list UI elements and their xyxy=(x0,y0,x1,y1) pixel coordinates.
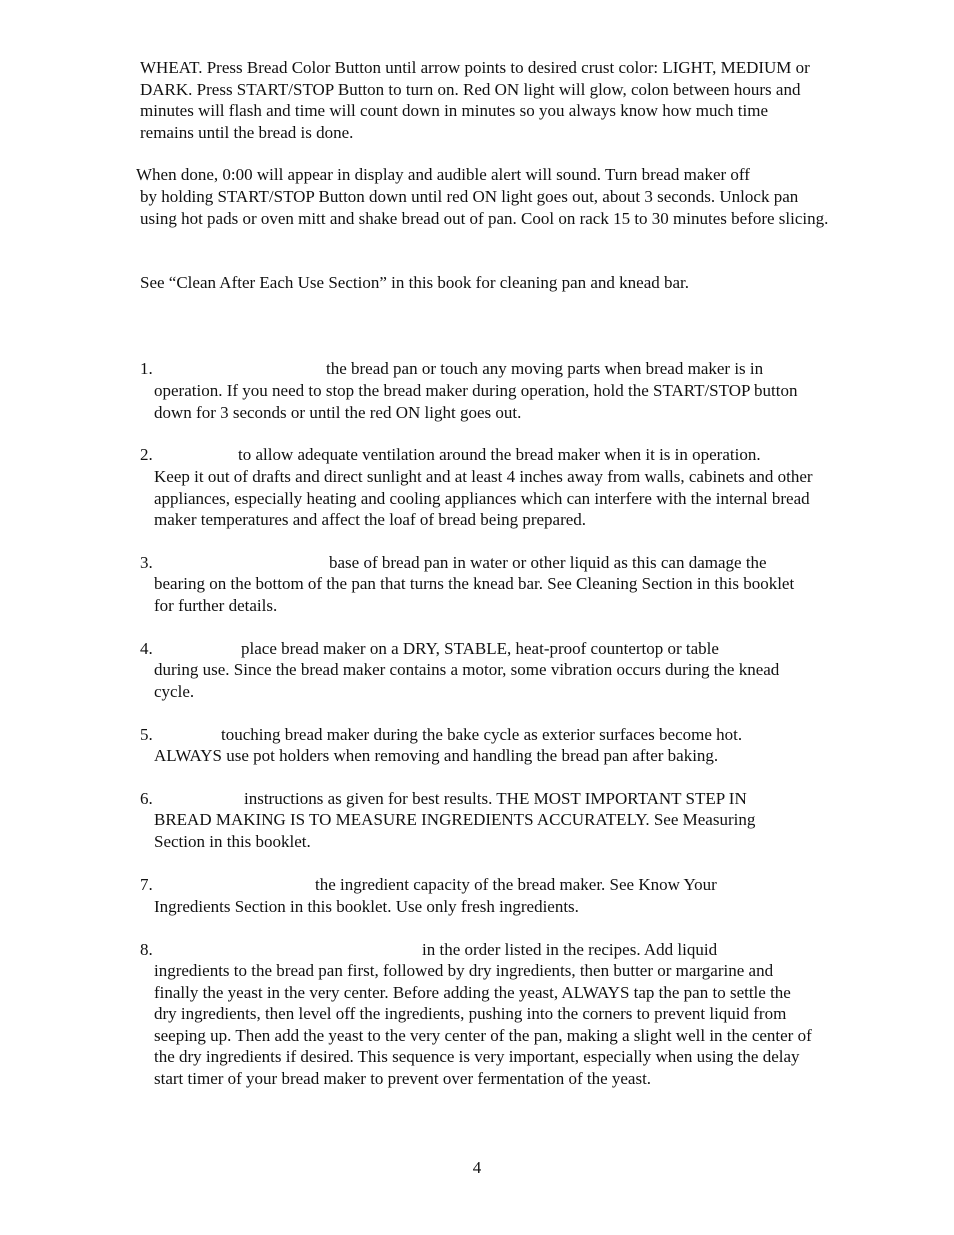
item-first-line: base of bread pan in water or other liquid as this can damage the xyxy=(329,553,767,572)
item-continuation: BREAD MAKING IS TO MEASURE INGREDIENTS ACCURATELY. See Measuring Section in this booklet. xyxy=(154,810,756,851)
item-number: 8. xyxy=(140,940,153,959)
item-continuation: during use. Since the bread maker contains a motor, some vibration occurs during the knead cycle. xyxy=(154,660,780,701)
item-number: 6. xyxy=(140,789,153,808)
intro-paragraph-1: WHEAT. Press Bread Color Button until arrow points to desired crust color: LIGHT, MEDIUM or DARK. Press START/STOP Button to turn on. Red ON light will glow, colon between hours and minutes will flash and time will count down in minutes so you always know how much time remains until the bread is done. xyxy=(140,58,810,142)
item-first-line: to allow adequate ventilation around the bread maker when it is in operation. xyxy=(238,445,761,464)
item-first-line: in the order listed in the recipes. Add liquid xyxy=(422,940,718,959)
item-continuation: ALWAYS use pot holders when removing and handling the bread pan after baking. xyxy=(154,746,719,765)
item-number: 4. xyxy=(140,639,153,658)
item-first-line: the ingredient capacity of the bread maker. See Know Your xyxy=(315,875,717,894)
item-continuation: bearing on the bottom of the pan that turns the knead bar. See Cleaning Section in this booklet for further details. xyxy=(154,574,795,615)
item-first-line: instructions as given for best results. THE MOST IMPORTANT STEP IN xyxy=(244,789,747,808)
intro-paragraph-2-rest: by holding START/STOP Button down until red ON light goes out, about 3 seconds. Unlock pan using hot pads or oven mitt and shake bread out of pan. Cool on rack 15 to 30 minutes before slicing. xyxy=(140,187,829,228)
item-number: 3. xyxy=(140,553,153,572)
item-number: 5. xyxy=(140,725,153,744)
item-first-line: the bread pan or touch any moving parts when bread maker is in xyxy=(326,359,764,378)
intro-paragraph-3: See “Clean After Each Use Section” in this book for cleaning pan and knead bar. xyxy=(140,273,690,292)
item-first-line: place bread maker on a DRY, STABLE, heat-proof countertop or table xyxy=(241,639,719,658)
item-number: 2. xyxy=(140,445,153,464)
item-continuation: Keep it out of drafts and direct sunlight and at least 4 inches away from walls, cabinets and other appliances, especially heating and cooling appliances which can interfere with the internal bread maker temperatures and affect the loaf of bread being prepared. xyxy=(154,467,813,529)
item-number: 1. xyxy=(140,359,153,378)
item-continuation: operation. If you need to stop the bread maker during operation, hold the START/STOP button down for 3 seconds or until the red ON light goes out. xyxy=(154,381,798,422)
page-number: 4 xyxy=(472,1158,482,1177)
item-continuation: Ingredients Section in this booklet. Use only fresh ingredients. xyxy=(154,897,579,916)
intro-paragraph-2-first-line: When done, 0:00 will appear in display and audible alert will sound. Turn bread maker off xyxy=(136,165,750,184)
item-first-line: touching bread maker during the bake cycle as exterior surfaces become hot. xyxy=(221,725,743,744)
item-continuation: ingredients to the bread pan first, followed by dry ingredients, then butter or margarine and finally the yeast in the very center. Before adding the yeast, ALWAYS tap the pan to settle the dry ingredients, then level off the ingredients, pushing into the corners to prevent liquid from seeping up. Then add the yeast to the very center of the pan, making a slight well in the center of the dry ingredients if desired. This sequence is very important, especially when using the delay start timer of your bread maker to prevent over fermentation of the yeast. xyxy=(154,961,812,1088)
item-number: 7. xyxy=(140,875,153,894)
